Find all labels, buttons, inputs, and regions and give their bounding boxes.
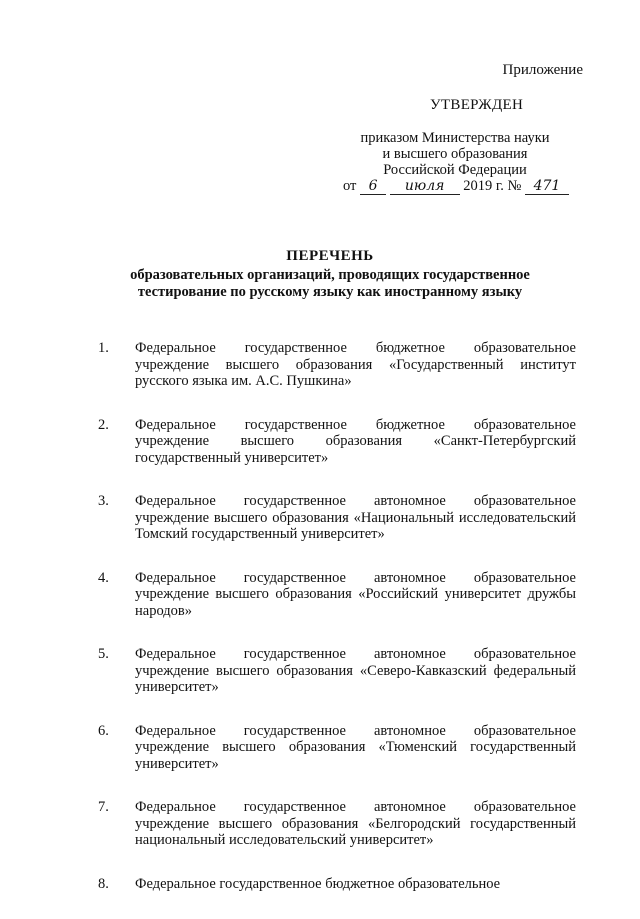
order-block	[340, 130, 570, 178]
approved-label: УТВЕРЖДЕН	[430, 97, 524, 113]
item-number: 5.	[98, 646, 109, 662]
date-month-handwritten: июля	[390, 179, 460, 195]
item-text: Федеральное государственное бюджетное образовательное	[135, 875, 501, 892]
document-title	[90, 248, 570, 301]
item-number: 8.	[98, 875, 109, 892]
list-item	[98, 493, 576, 543]
order-number-handwritten: 471	[525, 179, 569, 195]
list-item	[98, 417, 576, 467]
item-text: Федеральное государственное автономное образовательное учреждение высшего образования «Белгородский государственный национальный исследовательский университет»	[135, 799, 576, 848]
item-text: Федеральное государственное бюджетное образовательное учреждение высшего образования «Санкт-Петербургский государственный университет»	[135, 416, 576, 466]
item-number: 7.	[98, 799, 109, 815]
order-line: Российской Федерации	[383, 162, 527, 178]
item-number: 3.	[98, 493, 109, 509]
list-item	[98, 723, 576, 773]
list-item	[98, 646, 576, 696]
order-line: приказом Министерства науки	[360, 130, 550, 146]
list-item	[98, 570, 576, 620]
title-subtitle-line: образовательных организаций, проводящих государственное	[130, 267, 530, 283]
list-item	[98, 340, 576, 390]
item-text: Федеральное государственное автономное образовательное учреждение высшего образования «Тюменский государственный университет»	[135, 722, 576, 772]
order-line: и высшего образования	[382, 146, 528, 162]
item-text: Федеральное государственное автономное образовательное учреждение высшего образования «Российский университет дружбы народов»	[135, 569, 576, 619]
appendix-label: Приложение	[502, 62, 583, 78]
organizations-list	[98, 340, 576, 919]
date-day-handwritten: 6	[360, 179, 386, 195]
item-number: 6.	[98, 722, 109, 739]
item-text: Федеральное государственное автономное образовательное учреждение высшего образования «Северо-Кавказский федеральный университет»	[135, 646, 576, 695]
date-year: 2019 г. №	[463, 178, 522, 194]
order-date-line	[343, 178, 569, 195]
item-number: 2.	[98, 416, 109, 433]
item-number: 4.	[98, 569, 109, 586]
list-item	[98, 876, 576, 893]
date-prefix: от	[343, 178, 357, 194]
item-text: Федеральное государственное бюджетное образовательное учреждение высшего образования «Государственный институт русского языка им. А.С. Пушкина»	[135, 340, 576, 389]
list-item	[98, 799, 576, 849]
item-number: 1.	[98, 340, 109, 356]
title-subtitle-line: тестирование по русскому языку как иностранному языку	[137, 284, 523, 300]
item-text: Федеральное государственное автономное образовательное учреждение высшего образования «Национальный исследовательский Томский государственный университет»	[135, 493, 576, 542]
title-heading: ПЕРЕЧЕНЬ	[286, 248, 374, 264]
